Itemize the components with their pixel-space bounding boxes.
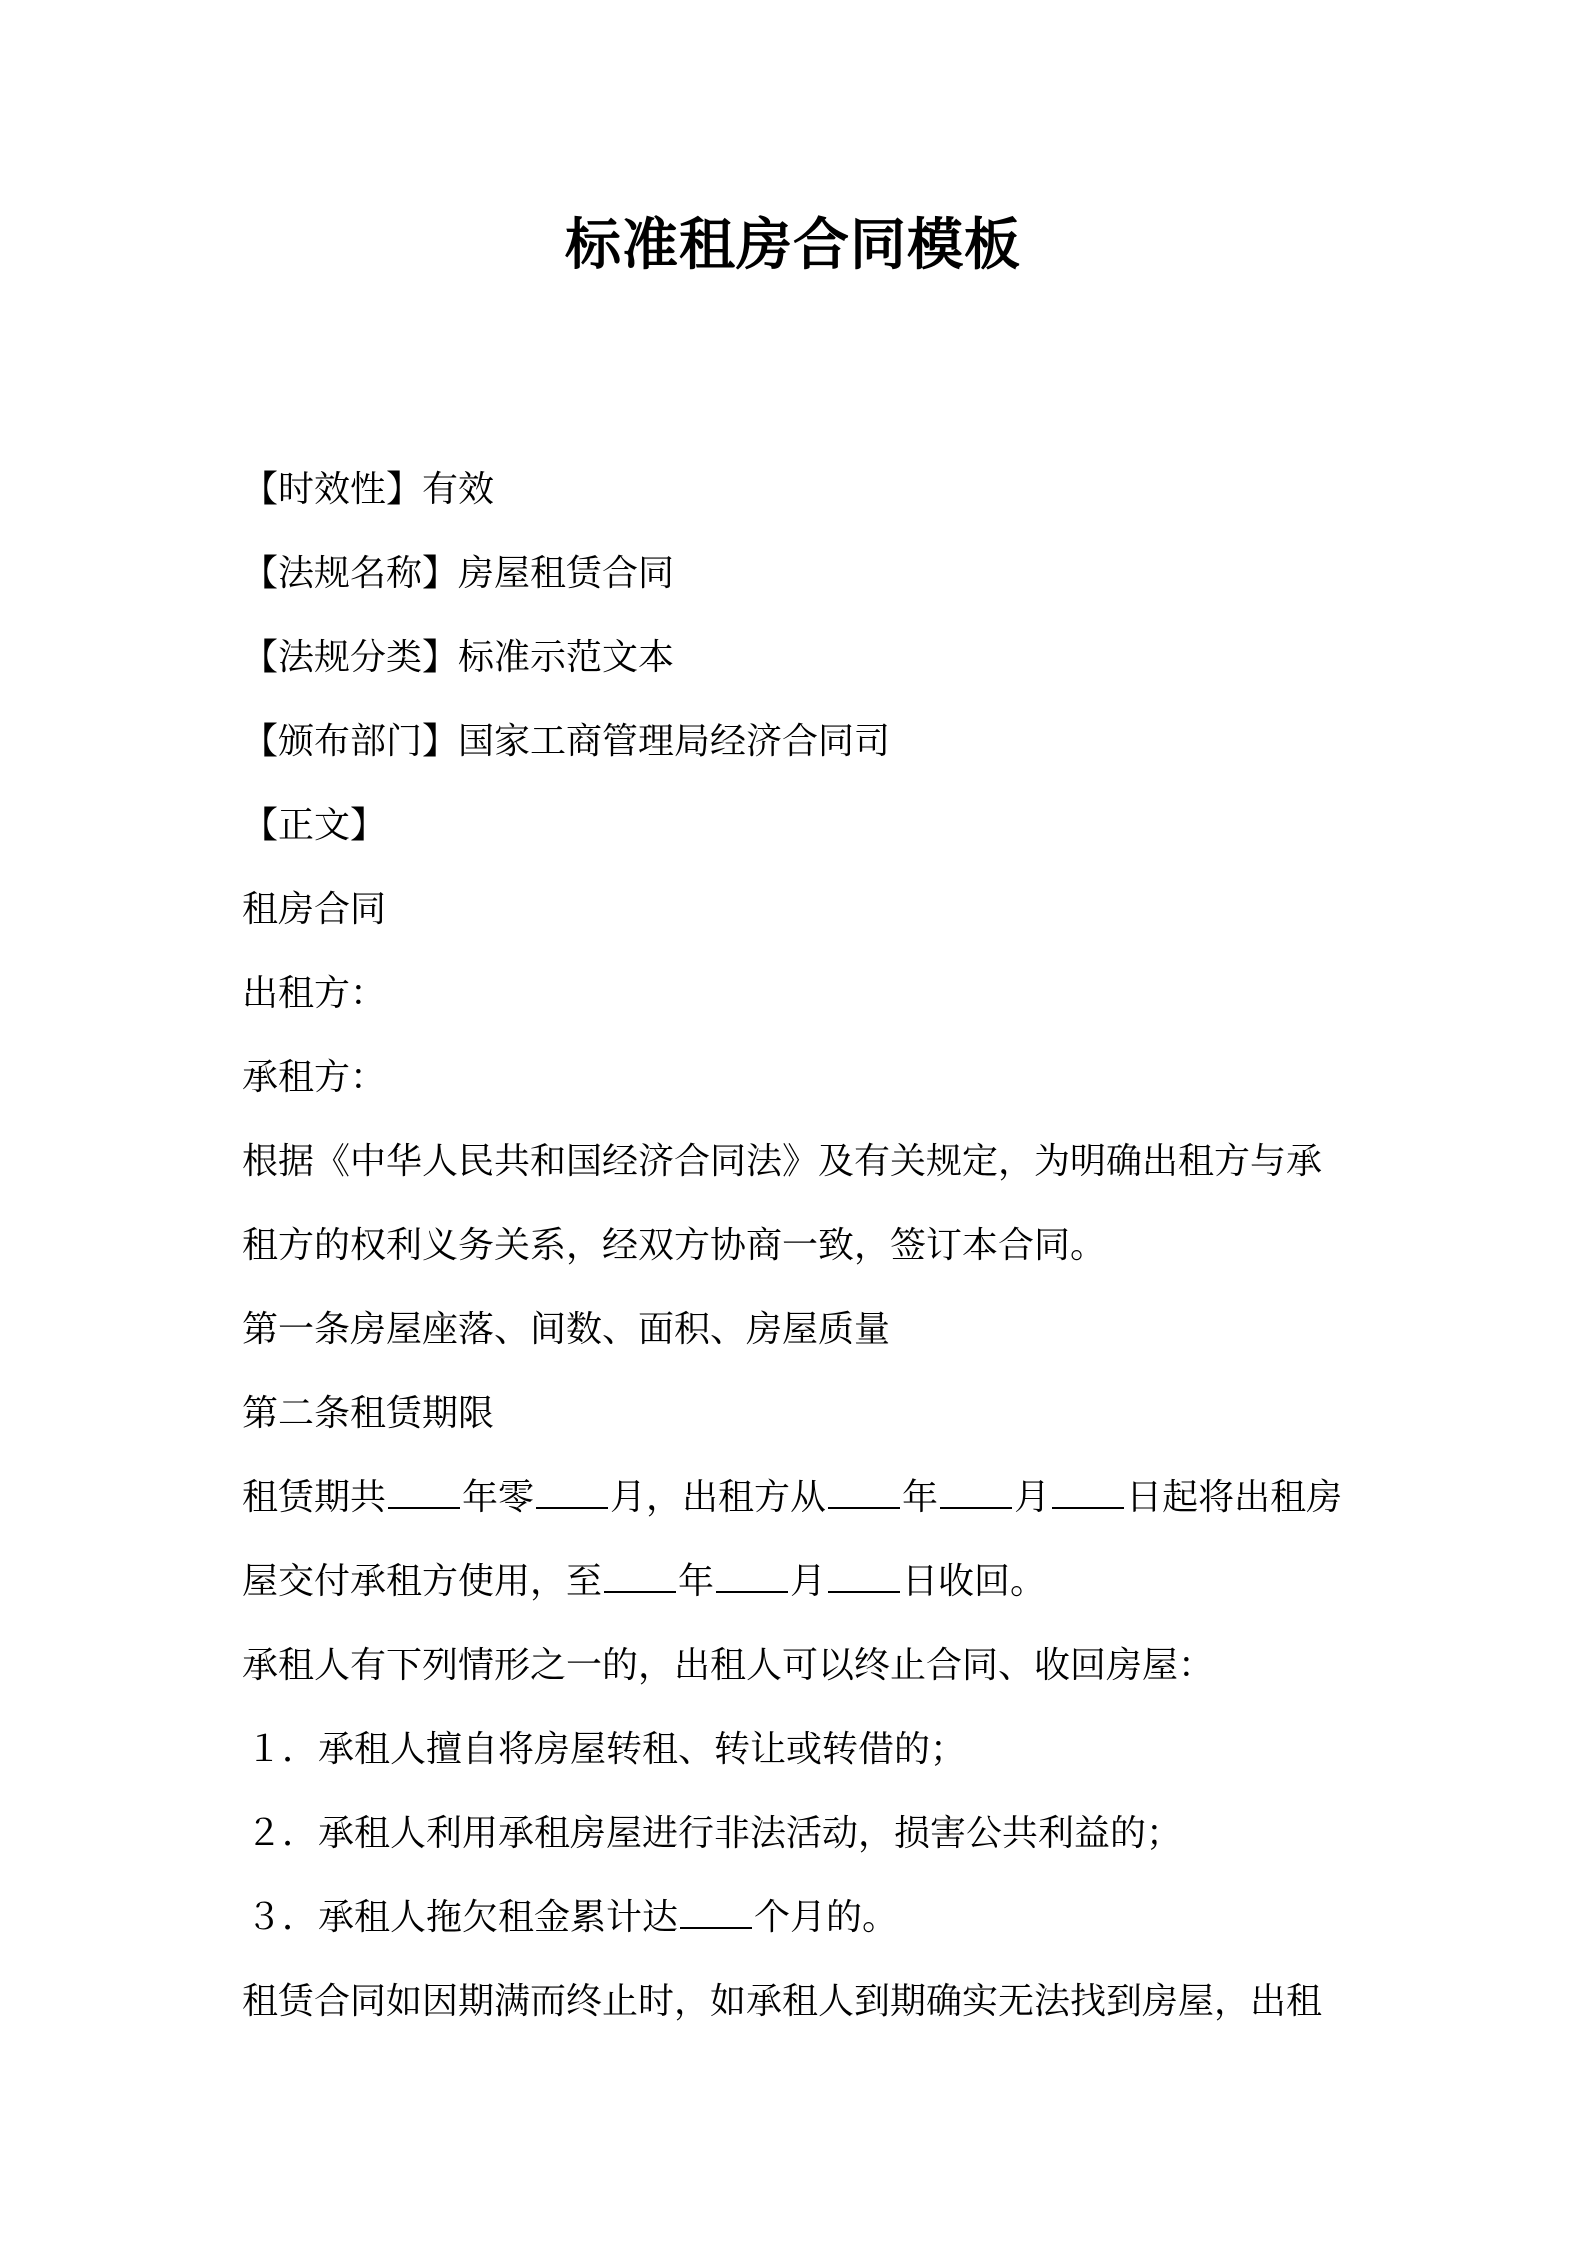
lease-term-text: 年零 [462,1477,535,1518]
document-body [242,448,1352,2044]
article-1-heading: 第一条房屋座落、间数、面积、房屋质量 [242,1309,891,1350]
blank-start-month [940,1477,1012,1509]
lease-term-text: 月，出租方从 [610,1477,827,1518]
lease-term-text: 屋交付承租方使用，至 [242,1561,603,1602]
lease-term-text: 日收回。 [902,1561,1047,1602]
meta-issuing-department: 【颁布部门】国家工商管理局经济合同司 [242,721,891,762]
blank-end-year [604,1561,676,1593]
meta-regulation-name: 【法规名称】房屋租赁合同 [242,553,675,594]
lease-term-line-2 [242,1540,1352,1624]
meta-regulation-category: 【法规分类】标准示范文本 [242,637,675,678]
termination-item-1: １．承租人擅自将房屋转租、转让或转借的； [246,1729,967,1770]
blank-months-overdue [680,1897,752,1929]
lessee-label: 承租方： [242,1057,387,1098]
blank-start-day [1052,1477,1124,1509]
termination-item-text: 个月的。 [754,1897,899,1938]
termination-item-3 [242,1876,1352,1960]
document-title: 标准租房合同模板 [565,213,1021,278]
termination-item-text: ３．承租人拖欠租金累计达 [246,1897,679,1938]
meta-main-text-label: 【正文】 [242,805,387,846]
article-2-heading: 第二条租赁期限 [242,1393,495,1434]
lessor-label: 出租方： [242,973,387,1014]
lease-term-text: 月 [1014,1477,1051,1518]
blank-end-month [716,1561,788,1593]
contract-heading: 租房合同 [242,889,387,930]
preamble-line-1: 根据《中华人民共和国经济合同法》及有关规定，为明确出租方与承 [242,1141,1323,1182]
blank-start-year [828,1477,900,1509]
blank-months [536,1477,608,1509]
lease-term-text: 月 [790,1561,827,1602]
blank-years [388,1477,460,1509]
lease-term-text: 年 [678,1561,715,1602]
preamble-line-2: 租方的权利义务关系，经双方协商一致，签订本合同。 [242,1225,1107,1266]
termination-intro: 承租人有下列情形之一的，出租人可以终止合同、收回房屋： [242,1645,1215,1686]
termination-item-2: ２．承租人利用承租房屋进行非法活动，损害公共利益的； [246,1813,1183,1854]
expiry-clause-line: 租赁合同如因期满而终止时，如承租人到期确实无法找到房屋，出租 [242,1981,1323,2022]
blank-end-day [828,1561,900,1593]
lease-term-text: 日起将出租房 [1126,1477,1343,1518]
lease-term-text: 租赁期共 [242,1477,387,1518]
lease-term-line-1 [242,1456,1352,1540]
lease-term-text: 年 [902,1477,939,1518]
meta-validity: 【时效性】有效 [242,469,495,510]
